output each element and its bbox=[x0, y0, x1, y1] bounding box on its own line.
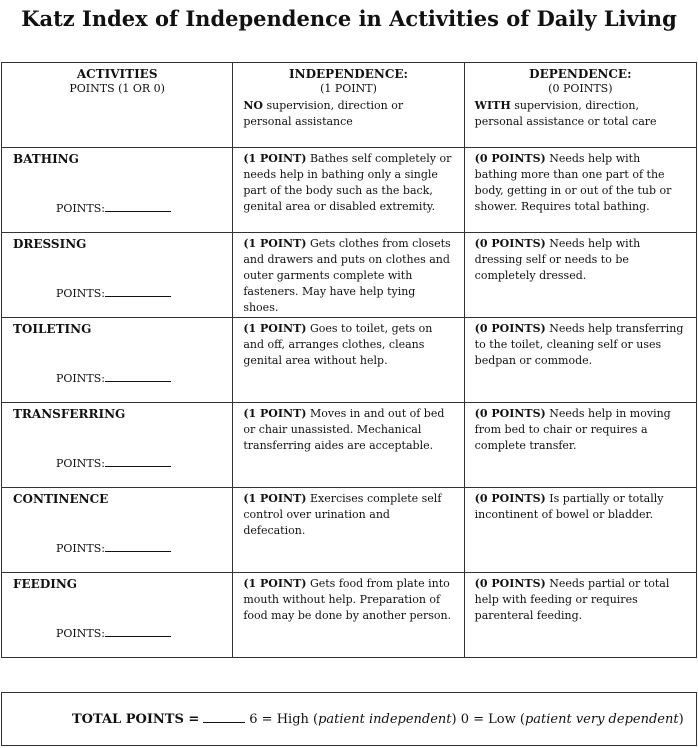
dependence-text: Needs partial or total help with feeding or requires parenteral feeding. bbox=[474, 577, 670, 622]
table-row bbox=[2, 488, 697, 573]
points-field[interactable] bbox=[56, 455, 171, 472]
independence-desc bbox=[233, 148, 463, 215]
dependence-desc bbox=[465, 148, 696, 215]
points-label: POINTS: bbox=[56, 457, 105, 470]
header-independence bbox=[233, 63, 464, 148]
total-end: ) bbox=[678, 712, 684, 727]
dependence-points: (0 POINTS) bbox=[474, 237, 546, 250]
points-field[interactable] bbox=[56, 200, 171, 217]
independence-desc bbox=[233, 403, 463, 454]
katz-table bbox=[1, 62, 697, 658]
dependence-text: Needs help in moving from bed to chair or requires a complete transfer. bbox=[474, 407, 671, 452]
points-blank[interactable] bbox=[105, 200, 171, 212]
header-dependence-desc bbox=[465, 96, 696, 130]
activity-name: TOILETING bbox=[13, 322, 92, 336]
independence-text: Exercises complete self control over urination and defecation. bbox=[243, 492, 442, 537]
header-activities-sub: POINTS (1 OR 0) bbox=[69, 82, 165, 95]
dependence-desc bbox=[465, 403, 696, 454]
header-dependence-label: DEPENDENCE: bbox=[529, 67, 632, 81]
independence-desc bbox=[233, 488, 463, 539]
independence-text: Goes to toilet, gets on and off, arranges clothes, cleans genital area without help. bbox=[243, 322, 433, 367]
activity-name: DRESSING bbox=[13, 237, 87, 251]
header-dependence bbox=[464, 63, 696, 148]
points-label: POINTS: bbox=[56, 372, 105, 385]
header-dependence-bold: WITH bbox=[474, 99, 511, 112]
independence-desc bbox=[233, 318, 463, 369]
dependence-desc bbox=[465, 233, 696, 284]
page-title: Katz Index of Independence in Activities of Daily Living bbox=[21, 6, 677, 31]
total-points-label: TOTAL POINTS = bbox=[72, 712, 200, 727]
table-row bbox=[2, 403, 697, 488]
independence-text: Bathes self completely or needs help in bathing only a single part of the body such as the back, genital area or disabled extremity. bbox=[243, 152, 452, 213]
points-field[interactable] bbox=[56, 370, 171, 387]
points-field[interactable] bbox=[56, 285, 171, 302]
dependence-points: (0 POINTS) bbox=[474, 152, 546, 165]
independence-desc bbox=[233, 573, 463, 624]
independence-text: Gets food from plate into mouth without help. Preparation of food may be done by another person. bbox=[243, 577, 452, 622]
independence-points: (1 POINT) bbox=[243, 237, 307, 250]
dependence-text: Is partially or totally incontinent of bowel or bladder. bbox=[474, 492, 664, 521]
dependence-text: Needs help with bathing more than one part of the body, getting in or out of the tub or shower. Requires total bathing. bbox=[474, 152, 672, 213]
activity-name: BATHING bbox=[13, 152, 79, 166]
points-blank[interactable] bbox=[105, 370, 171, 382]
table-header-row bbox=[2, 63, 697, 148]
points-label: POINTS: bbox=[56, 542, 105, 555]
dependence-points: (0 POINTS) bbox=[474, 322, 546, 335]
header-dependence-text: supervision, direction, personal assistance or total care bbox=[474, 99, 657, 128]
total-points-blank[interactable] bbox=[203, 710, 245, 723]
header-independence-bold: NO bbox=[243, 99, 263, 112]
table-row bbox=[2, 233, 697, 318]
header-activities bbox=[2, 63, 233, 148]
activity-name: FEEDING bbox=[13, 577, 78, 591]
points-label: POINTS: bbox=[56, 202, 105, 215]
total-low-note: patient very dependent bbox=[524, 712, 679, 727]
dependence-text: Needs help with dressing self or needs to be completely dressed. bbox=[474, 237, 641, 282]
total-points-line bbox=[72, 710, 684, 727]
dependence-desc bbox=[465, 573, 696, 624]
independence-points: (1 POINT) bbox=[243, 152, 307, 165]
independence-points: (1 POINT) bbox=[243, 492, 307, 505]
activity-name: CONTINENCE bbox=[13, 492, 109, 506]
points-blank[interactable] bbox=[105, 540, 171, 552]
dependence-points: (0 POINTS) bbox=[474, 577, 546, 590]
points-field[interactable] bbox=[56, 625, 171, 642]
header-independence-sub: (1 POINT) bbox=[320, 82, 377, 95]
header-activities-label: ACTIVITIES bbox=[76, 67, 158, 81]
dependence-desc bbox=[465, 318, 696, 369]
total-low: ) 0 = Low ( bbox=[451, 712, 525, 727]
total-high: 6 = High ( bbox=[249, 712, 319, 727]
dependence-text: Needs help transferring to the toilet, cleaning self or uses bedpan or commode. bbox=[474, 322, 684, 367]
points-blank[interactable] bbox=[105, 625, 171, 637]
points-blank[interactable] bbox=[105, 455, 171, 467]
table-row bbox=[2, 148, 697, 233]
dependence-points: (0 POINTS) bbox=[474, 492, 546, 505]
header-dependence-sub: (0 POINTS) bbox=[548, 82, 613, 95]
header-independence-label: INDEPENDENCE: bbox=[289, 67, 408, 81]
total-points-box bbox=[1, 692, 697, 746]
independence-points: (1 POINT) bbox=[243, 322, 307, 335]
activity-name: TRANSFERRING bbox=[13, 407, 126, 421]
table-row bbox=[2, 318, 697, 403]
total-high-note: patient independent bbox=[318, 712, 452, 727]
independence-points: (1 POINT) bbox=[243, 407, 307, 420]
dependence-desc bbox=[465, 488, 696, 523]
independence-desc bbox=[233, 233, 463, 316]
points-field[interactable] bbox=[56, 540, 171, 557]
independence-text: Moves in and out of bed or chair unassisted. Mechanical transferring aides are acceptable. bbox=[243, 407, 445, 452]
table-row bbox=[2, 573, 697, 658]
header-independence-text: supervision, direction or personal assistance bbox=[243, 99, 404, 128]
header-independence-desc bbox=[233, 96, 463, 130]
dependence-points: (0 POINTS) bbox=[474, 407, 546, 420]
independence-points: (1 POINT) bbox=[243, 577, 307, 590]
points-label: POINTS: bbox=[56, 287, 105, 300]
independence-text: Gets clothes from closets and drawers and puts on clothes and outer garments complete with fasteners. May have help tying shoes. bbox=[243, 237, 451, 314]
points-blank[interactable] bbox=[105, 285, 171, 297]
points-label: POINTS: bbox=[56, 627, 105, 640]
